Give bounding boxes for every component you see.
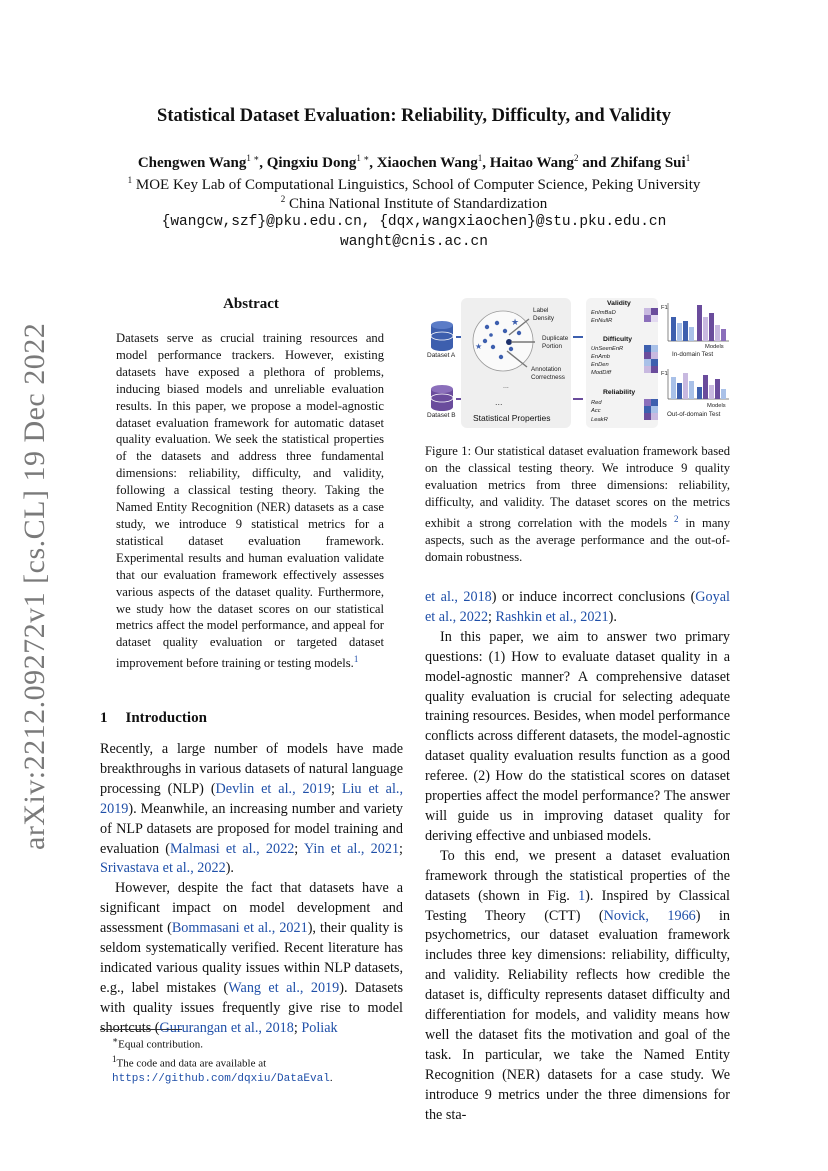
statistical-properties-label: Statistical Properties xyxy=(473,413,551,423)
citation-link[interactable]: Gururangan et al., 2018 xyxy=(159,1019,294,1036)
citation-link[interactable]: Wang et al., 2019 xyxy=(228,979,340,996)
metric-label: ModDiff xyxy=(591,370,611,376)
star-marker: ★ xyxy=(511,317,520,327)
metric-label: Red xyxy=(591,400,602,406)
metric-label: EnDen xyxy=(591,362,609,368)
author-name: Zhifang Sui xyxy=(610,155,686,171)
section-heading-introduction xyxy=(100,710,225,727)
author-name: Qingxiu Dong xyxy=(266,155,357,171)
email-line-2: wanght@cnis.ac.cn xyxy=(340,234,488,250)
f1-axis-label: F1 xyxy=(661,371,668,377)
paragraph: However, despite the fact that datasets have a significant impact on model development and assessment (Bommasani et al., 2021), their quality is seldom systematically verified. Recent literature has indicated various quality issues within NLP datasets, e.g., label mistakes (Wang et al., 2019). Datasets with quality issues frequently give rise to model shortcuts (Gururangan et al., 2018; Poliak xyxy=(100,880,403,1036)
out-domain-label: Out-of-domain Test xyxy=(667,411,721,418)
duplicate-portion-text: Duplicate Portion xyxy=(542,335,569,350)
footnote-2: $^1$The code and data are available at https://github.com/dqxiu/DataEval. xyxy=(112,1054,333,1086)
validity-heading: Validity xyxy=(607,300,631,307)
paragraph: et al., 2018) or induce incorrect conclusions (Goyal et al., 2022; Rashkin et al., 2021). xyxy=(425,589,730,625)
section-title: Introduction xyxy=(125,710,207,726)
affiliation-text: MOE Key Lab of Computational Linguistics, School of Computer Science, Peking University xyxy=(135,177,701,193)
dataset-a-icon xyxy=(431,321,453,351)
figure-link[interactable]: 1 xyxy=(578,887,586,904)
code-url-link[interactable]: https://github.com/dqxiu/DataEval xyxy=(112,1073,330,1086)
metric-label: EnNullR xyxy=(591,318,613,324)
paper-title: Statistical Dataset Evaluation: Reliability, Difficulty, and Validity xyxy=(157,106,671,126)
dataset-b-label: Dataset B xyxy=(427,412,456,419)
citation-link[interactable]: Srivastava et al., 2022 xyxy=(100,860,226,877)
author-name: Haitao Wang xyxy=(489,155,575,171)
citation-link[interactable]: Goyal et al., 2022 xyxy=(425,589,730,625)
difficulty-heading: Difficulty xyxy=(603,336,633,343)
out-domain-chart xyxy=(661,369,729,418)
author-mark: 1 ∗ xyxy=(356,153,370,163)
section-number: 1 xyxy=(100,710,108,726)
citation-link[interactable]: Yin et al., 2021 xyxy=(303,840,400,857)
citation-link[interactable]: Devlin et al., 2019 xyxy=(215,780,331,797)
citation-link[interactable]: Bommasani et al., 2021 xyxy=(171,920,308,937)
affiliation-2: $^2$ China National Institute of Standardization xyxy=(280,194,548,212)
author-mark: 1 ∗ xyxy=(246,153,260,163)
paragraph: In this paper, we aim to answer two primary questions: (1) How to evaluate dataset quality in a model-agnostic manner? A comprehensive dataset quality evaluation is crucial for selecting adequate training resources. Besides, when model performance conflicts across different datasets, the model-agnostic dataset quality evaluation results function as a good referee. (2) How do the statistical scores on dataset properties affect the model performance? The answer will guide us in improving dataset quality for deriving effective and unbiased models. xyxy=(425,628,730,844)
citation-link[interactable]: Liu et al., 2019 xyxy=(100,780,403,817)
author-mark: 1 xyxy=(685,153,691,163)
star-marker: ★ xyxy=(475,342,483,351)
dataset-b-icon xyxy=(431,385,453,411)
footnotes xyxy=(100,1033,406,1087)
ellipsis-text-2: ... xyxy=(495,397,503,407)
models-axis-label: Models xyxy=(707,403,726,409)
citation-link[interactable]: Rashkin et al., 2021 xyxy=(495,608,609,625)
dataset-a-label: Dataset A xyxy=(427,352,456,359)
metric-label: LeakR xyxy=(591,417,608,423)
author-mark: 2 xyxy=(574,153,579,163)
author-name: Xiaochen Wang xyxy=(376,155,478,171)
metric-label: UnSeenEnR xyxy=(591,346,624,352)
footnote-ref[interactable]: 1 xyxy=(353,654,359,665)
footnote-rule xyxy=(100,1029,182,1030)
f1-axis-label: F1 xyxy=(661,305,668,311)
author-name: Chengwen Wang xyxy=(137,155,247,171)
citation-link[interactable]: Novick, 1966 xyxy=(603,907,696,924)
annotation-correctness-text: Annotation Correctness xyxy=(531,366,565,381)
citation-link[interactable]: Malmasi et al., 2022 xyxy=(170,840,295,857)
affiliation-text: China National Institute of Standardization xyxy=(288,196,548,212)
author-list: Chengwen Wang$^{1 ∗}$, Qingxiu Dong$^{1 ∗}$, Xiaochen Wang$^1$, Haitao Wang$^2$ and Zhifang Sui$^1$ xyxy=(137,153,691,171)
models-axis-label: Models xyxy=(705,344,724,350)
ellipsis-text: ... xyxy=(503,383,509,390)
figure-caption: Figure 1: Our statistical dataset evaluation framework based on the classical testing theory. We introduce 9 quality evaluation metrics from three dimensions: reliability, difficulty, and validity. The dataset scores on the metrics exhibit a strong correlation with the models $^2$ in many aspects, such as the average performance and the out-of-domain robustness. xyxy=(425,444,730,564)
footnote-1: ∗Equal contribution. xyxy=(112,1035,204,1051)
affiliation-1: $^1$ MOE Key Lab of Computational Linguistics, School of Computer Science, Peking University xyxy=(127,175,701,193)
figure-1 xyxy=(423,295,733,433)
right-column-text xyxy=(425,588,730,1125)
citation-link[interactable]: et al., 2018 xyxy=(425,589,492,605)
author-mark: 1 xyxy=(477,153,483,163)
metric-label: Acc xyxy=(591,408,601,414)
footnote-ref[interactable]: 2 xyxy=(673,513,679,524)
paragraph: Recently, a large number of models have made breakthroughs in various datasets of natural language processing (NLP) (Devlin et al., 2019; Liu et al., 2019). Meanwhile, an increasing number and variety of NLP datasets are proposed for model training and evaluation (Malmasi et al., 2022; Yin et al., 2021; Srivastava et al., 2022). xyxy=(100,741,403,877)
citation-link[interactable]: Poliak xyxy=(301,1019,338,1036)
in-domain-label: In-domain Test xyxy=(672,351,714,358)
left-column-text xyxy=(100,740,403,1039)
metric-label: EnImBaD xyxy=(591,310,616,316)
email-line-1: {wangcw,szf}@pku.edu.cn, {dqx,wangxiaochen}@stu.pku.edu.cn xyxy=(161,214,667,230)
reliability-heading: Reliability xyxy=(603,389,636,396)
abstract-body xyxy=(116,330,384,672)
abstract-text: Datasets serve as crucial training resources and model performance trackers. However, existing datasets have exposed a plethora of problems, inducing biased models and unreliable evaluation results. In this paper, we propose a model-agnostic dataset evaluation framework for automatic dataset quality evaluation. We seek the statistical properties of the datasets and address three fundamental dimensions: reliability, difficulty, and validity, following a classical testing theory. Taking the Named Entity Recognition (NER) datasets as a case study, we introduce 9 statistical metrics for a statistical dataset evaluation framework. Experimental results and human evaluation validate that our evaluation framework effectively assesses various aspects of the dataset quality. Furthermore, we study how the dataset scores on our statistical metrics affect the model performance, and appeal for dataset quality evaluation or targeted dataset improvement before training or testing models. xyxy=(116,331,384,671)
arxiv-watermark: arXiv:2212.09272v1 [cs.CL] 19 Dec 2022 xyxy=(18,322,51,850)
label-density-text: Label Density xyxy=(533,307,554,322)
dataset-circle xyxy=(473,311,533,371)
metric-label: EnAmb xyxy=(591,354,611,360)
abstract-heading: Abstract xyxy=(223,296,279,312)
paragraph: To this end, we present a dataset evaluation framework through the statistical properties of the datasets (shown in Fig. 1). Inspired by Classical Testing Theory (CTT) (Novick, 1966) in psychometrics, our dataset evaluation framework includes three key dimensions: reliability, difficulty, and validity. Reliability reflects how credible the dataset is, difficulty represents dataset difficulty and differentiation for models, and validity means how well the dataset fits the motivation and goal of the task. In particular, we take the Named Entity Recognition (NER) datasets for a case study. We introduce 9 metrics under the three dimensions for the sta- xyxy=(425,847,730,1123)
in-domain-chart xyxy=(661,303,729,358)
